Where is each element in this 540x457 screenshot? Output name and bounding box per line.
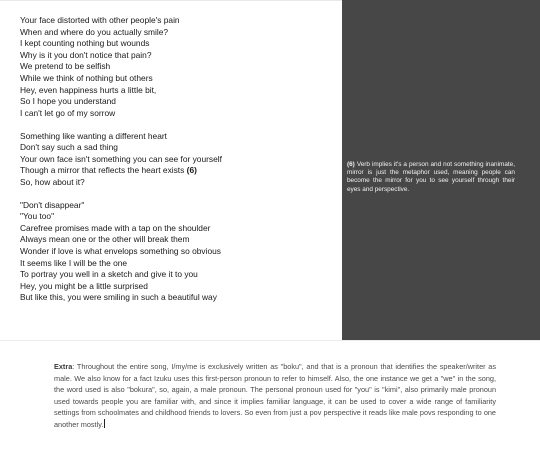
- lyric-line: We pretend to be selfish: [20, 61, 111, 72]
- lyric-line: Wonder if love is what envelops something so obvious: [20, 246, 221, 257]
- lyric-line: Don't say such a sad thing: [20, 142, 118, 153]
- lyric-line: I kept counting nothing but wounds: [20, 38, 150, 49]
- lyric-line: Hey, you might be a little surprised: [20, 280, 148, 291]
- lyric-line: While we think of nothing but others: [20, 72, 153, 83]
- lyric-line: So I hope you understand: [20, 96, 116, 107]
- lyric-line: Why is it you don't notice that pain?: [20, 49, 152, 60]
- stanza-gap: [20, 189, 338, 200]
- lyric-line: I can't let go of my sorrow: [20, 107, 116, 118]
- footnote-comment: [347, 161, 515, 194]
- footnote-marker: (6): [186, 165, 197, 176]
- lyric-line: Hey, even happiness hurts a little bit,: [20, 84, 157, 95]
- lyric-line: So, how about it?: [20, 176, 85, 187]
- extra-label: Extra: [54, 362, 73, 371]
- lyrics-block: [20, 15, 338, 304]
- lyric-line: "You too": [20, 211, 55, 222]
- lyric-line: Your own face isn't something you can see for yourself: [20, 153, 222, 164]
- lyric-line: When and where do you actually smile?: [20, 26, 169, 37]
- lyric-line: Your face distorted with other people's pain: [20, 15, 180, 25]
- section-divider: [0, 340, 540, 341]
- lyric-line: Something like wanting a different heart: [20, 130, 167, 141]
- lyric-line: To portray you well in a sketch and give it to you: [20, 269, 198, 280]
- stanza-gap: [20, 119, 338, 130]
- lyric-line: "Don't disappear": [20, 199, 85, 210]
- lyric-line: But like this, you were smiling in such a beautiful way: [20, 292, 217, 303]
- comment-panel: [342, 0, 540, 340]
- lyric-line: It seems like I will be the one: [20, 257, 128, 268]
- extra-note[interactable]: [54, 361, 496, 430]
- lyric-line: Carefree promises made with a tap on the shoulder: [20, 222, 211, 233]
- lyric-text: Though a mirror that reflects the heart exists: [20, 165, 185, 176]
- comment-text: Verb implies it's a person and not something inanimate, mirror is just the metaphor used, meaning people can become the mirror for you to see yourself through their eyes and perspective.: [347, 161, 515, 193]
- comment-marker: (6): [347, 161, 355, 168]
- extra-text: : Throughout the entire song, I/my/me is exclusively written as "boku", and that is a pronoun that identifies the speaker/writer as male. We also know for a fact Izuku uses this first-person pronoun to refer to himself. Also, the one instance we get a "we" in the song, the word used is also "bokura", so, again, a male pronoun. The personal pronoun used for "you" is "kimi", also primarily male pronoun used towards people you are familiar with, and since it implies familiar language, it can be used to cover a wide range of familiarity settings from schoolmates and childhood friends to lovers. So even from just a pov perspective it reads like male povs responding to one another mostly.: [54, 362, 496, 429]
- text-cursor: [104, 419, 105, 428]
- lyric-line: Always mean one or the other will break them: [20, 234, 190, 245]
- lyric-line-with-footnote: [20, 165, 338, 177]
